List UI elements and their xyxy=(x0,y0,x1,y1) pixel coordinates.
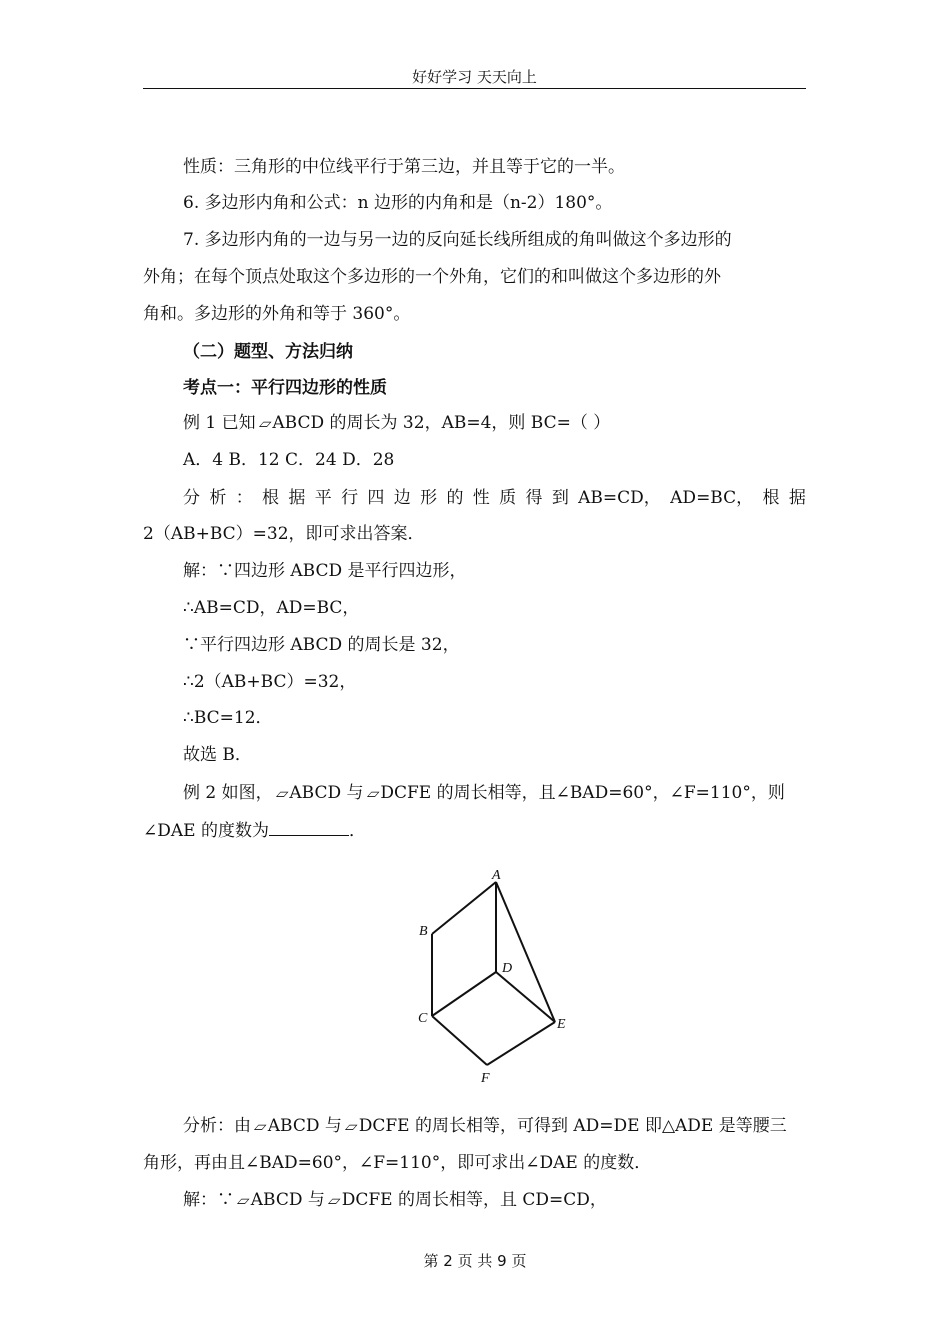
answer-line: 故选 B． xyxy=(183,745,252,765)
solution-line: ∴AB=CD，AD=BC， xyxy=(183,598,360,618)
example-1-question xyxy=(183,412,806,435)
parallelogram-symbol: ▱ xyxy=(252,1119,269,1135)
answer-blank xyxy=(269,819,349,836)
analysis-word: 析 xyxy=(209,488,227,508)
text-line: 外角；在每个顶点处取这个多边形的一个外角，它们的和叫做这个多边形的外 xyxy=(143,267,721,287)
analysis-word: 形 xyxy=(420,488,438,508)
analysis-word: 平 xyxy=(314,488,332,508)
example-2-text: ABCD 与 xyxy=(289,783,364,803)
segment-AE xyxy=(496,882,555,1022)
text-line: 角和。多边形的外角和等于 360°。 xyxy=(143,304,411,324)
text-fragment: ． xyxy=(348,821,366,841)
segment-CD xyxy=(432,972,496,1016)
example-1-text: ABCD 的周长为 32，AB=4，则 BC=（ ） xyxy=(272,413,611,433)
analysis-word: AD=BC， xyxy=(670,488,754,508)
solution-line: ∴BC=12． xyxy=(183,708,273,728)
parallelogram-symbol: ▱ xyxy=(326,1193,343,1209)
segment-FE xyxy=(487,1022,555,1065)
analysis-word: 分 xyxy=(183,488,200,508)
solution-line: ∵平行四边形 ABCD 的周长是 32， xyxy=(183,635,460,655)
text-line: 7. 多边形内角的一边与另一边的反向延长线所组成的角叫做这个多边形的 xyxy=(183,230,732,250)
analysis-word: 质 xyxy=(499,488,517,508)
analysis-word: 到 xyxy=(551,488,569,508)
example-2-text: DCFE 的周长相等，且∠BAD=60°，∠F=110°，则 xyxy=(380,783,785,803)
solution-line: ∴2（AB+BC）=32， xyxy=(183,672,357,692)
text-fragment: 解：∵ xyxy=(183,1190,234,1210)
parallelogram-symbol: ▱ xyxy=(256,416,274,432)
analysis-word: ： xyxy=(235,488,253,508)
analysis-word: 据 xyxy=(288,488,306,508)
page-header: 好好学习 天天向上 xyxy=(412,68,537,86)
label-D: D xyxy=(502,961,513,976)
geometry-figure xyxy=(412,864,572,1090)
example-2-question xyxy=(183,782,806,805)
analysis-word: 的 xyxy=(446,488,464,508)
text-line: 2（AB+BC）=32，即可求出答案． xyxy=(143,524,425,544)
label-A: A xyxy=(492,868,501,883)
analysis-word: 四 xyxy=(367,488,385,508)
parallelogram-symbol: ▱ xyxy=(364,786,382,802)
analysis-word: AB=CD， xyxy=(578,488,661,508)
label-F: F xyxy=(481,1071,490,1086)
label-B: B xyxy=(419,924,428,939)
segment-AB xyxy=(432,882,496,934)
solution-line-2 xyxy=(183,1189,806,1212)
header-divider xyxy=(143,88,806,89)
label-E: E xyxy=(557,1017,566,1032)
parallelogram-symbol: ▱ xyxy=(273,786,291,802)
text-line: 6. 多边形内角和公式：n 边形的内角和是（n-2）180°。 xyxy=(183,193,613,213)
analysis-word: 根 xyxy=(262,488,280,508)
parallelogram-symbol: ▱ xyxy=(343,1119,360,1135)
analysis-word: 据 xyxy=(788,488,806,508)
example-2-prefix: 例 2 如图， xyxy=(183,783,273,803)
analysis-word: 性 xyxy=(472,488,490,508)
segment-CF xyxy=(432,1016,487,1065)
example-2-question-cont xyxy=(143,819,806,842)
text-fragment: DCFE 的周长相等，且 CD=CD， xyxy=(341,1190,607,1210)
topic-heading: 考点一：平行四边形的性质 xyxy=(183,378,387,398)
example-1-prefix: 例 1 已知 xyxy=(183,413,256,433)
analysis-line xyxy=(183,487,806,509)
text-fragment: ABCD 与 xyxy=(250,1190,325,1210)
parallelogram-symbol: ▱ xyxy=(235,1193,252,1209)
example-1-options: A．4 B．12 C．24 D．28 xyxy=(183,450,395,470)
text-fragment: 分析：由 xyxy=(183,1116,251,1136)
analysis-word: 边 xyxy=(393,488,411,508)
segment-DE xyxy=(496,972,555,1022)
text-fragment: DCFE 的周长相等，可得到 AD=DE 即△ADE 是等腰三 xyxy=(358,1116,787,1136)
solution-line: 解：∵四边形 ABCD 是平行四边形， xyxy=(183,561,467,581)
text-line: 角形，再由且∠BAD=60°，∠F=110°，即可求出∠DAE 的度数． xyxy=(143,1153,652,1173)
analysis-word: 得 xyxy=(525,488,543,508)
analysis-line-2 xyxy=(183,1115,806,1138)
analysis-word: 行 xyxy=(341,488,359,508)
text-fragment: ABCD 与 xyxy=(267,1116,342,1136)
label-C: C xyxy=(418,1011,428,1026)
section-heading: （二）题型、方法归纳 xyxy=(183,342,353,362)
page-footer: 第 2 页 共 9 页 xyxy=(423,1252,527,1270)
text-fragment: ∠DAE 的度数为 xyxy=(143,821,269,841)
text-line: 性质：三角形的中位线平行于第三边，并且等于它的一半。 xyxy=(183,157,625,177)
analysis-word: 根 xyxy=(762,488,780,508)
